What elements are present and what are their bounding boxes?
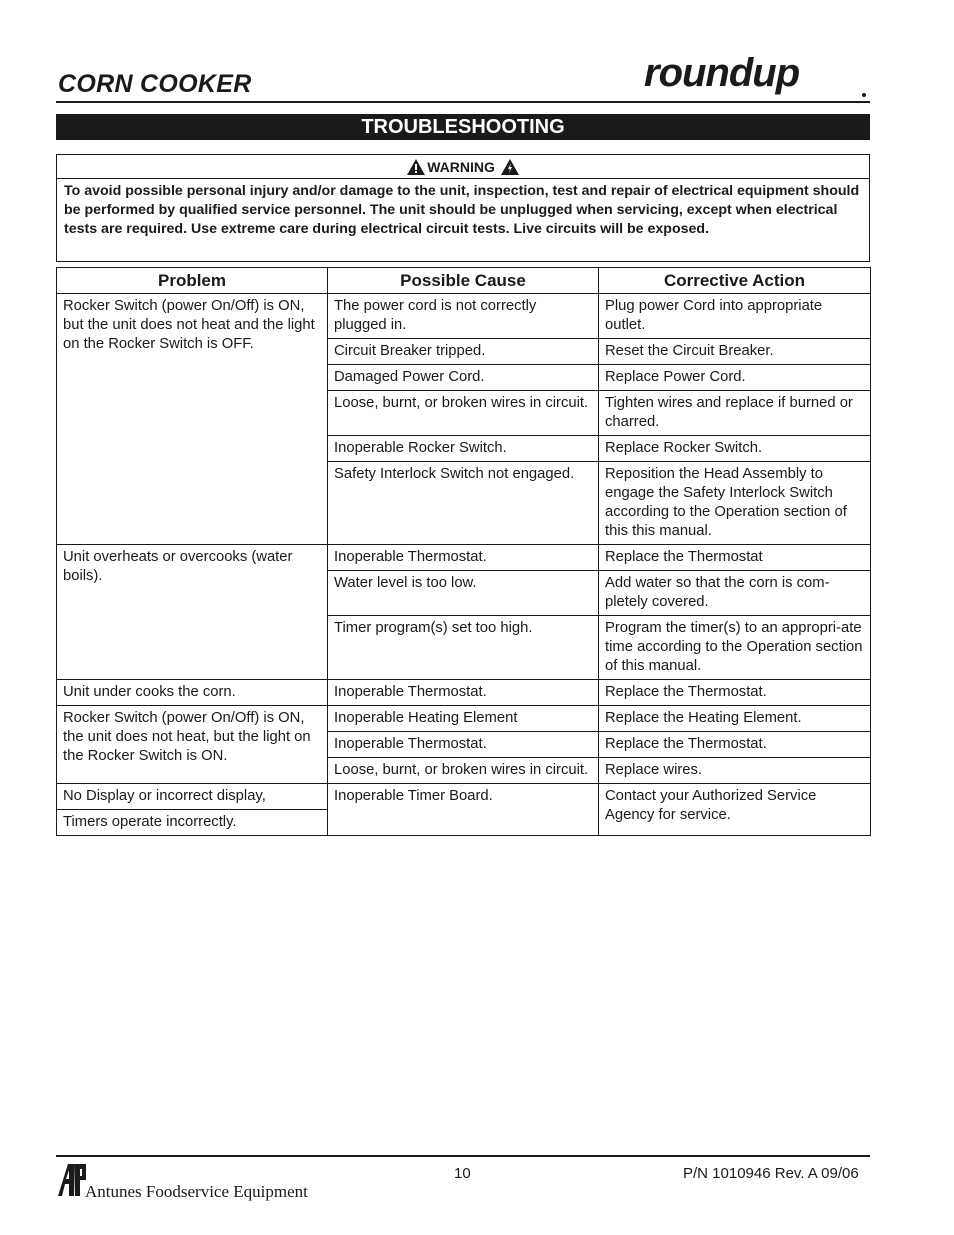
cause-cell: Water level is too low.	[328, 571, 599, 616]
action-cell: Replace Power Cord.	[599, 365, 871, 391]
action-cell: Replace the Thermostat	[599, 545, 871, 571]
problem-cell: Unit overheats or overcooks (water boils).	[57, 545, 328, 680]
column-header: Possible Cause	[328, 268, 599, 294]
company-name: Antunes Foodservice Equipment	[85, 1182, 308, 1201]
cause-cell: The power cord is not correctly plugged in.	[328, 294, 599, 339]
cause-cell: Inoperable Thermostat.	[328, 732, 599, 758]
problem-cell: Rocker Switch (power On/Off) is ON, the unit does not heat, but the light on the Rocker Switch is ON.	[57, 706, 328, 784]
header-divider	[56, 101, 870, 103]
table-row	[57, 784, 871, 810]
cause-cell: Inoperable Heating Element	[328, 706, 599, 732]
table-header-row	[57, 268, 871, 294]
action-cell: Replace Rocker Switch.	[599, 436, 871, 462]
cause-cell: Loose, burnt, or broken wires in circuit.	[328, 758, 599, 784]
action-cell: Replace wires.	[599, 758, 871, 784]
warning-triangle-icon	[407, 159, 425, 175]
cause-cell: Inoperable Thermostat.	[328, 680, 599, 706]
problem-cell: Rocker Switch (power On/Off) is ON, but the unit does not heat and the light on the Rocker Switch is OFF.	[57, 294, 328, 545]
action-cell: Tighten wires and replace if burned or charred.	[599, 391, 871, 436]
cause-cell: Inoperable Rocker Switch.	[328, 436, 599, 462]
section-title: TROUBLESHOOTING	[56, 114, 870, 140]
table-row	[57, 706, 871, 732]
roundup-logo	[642, 52, 874, 100]
cause-cell: Inoperable Thermostat.	[328, 545, 599, 571]
warning-text: To avoid possible personal injury and/or damage to the unit, inspection, test and repair of electrical equipment should be performed by qualified service personnel. The unit should be unplugged when servicing, except when electrical tests are required. Use extreme care during electrical circuit tests. Live circuits will be exposed.	[64, 183, 860, 237]
cause-cell: Circuit Breaker tripped.	[328, 339, 599, 365]
warning-box	[56, 154, 870, 262]
table-row	[57, 680, 871, 706]
cause-cell: Loose, burnt, or broken wires in circuit.	[328, 391, 599, 436]
warning-label: WARNING	[427, 159, 495, 175]
troubleshooting-table	[56, 267, 871, 836]
problem-cell: No Display or incorrect display,	[57, 784, 328, 810]
action-cell: Reposition the Head Assembly to engage the Safety Interlock Switch according to the Operation section of this this manual.	[599, 462, 871, 545]
action-cell: Plug power Cord into appropriate outlet.	[599, 294, 871, 339]
action-cell: Add water so that the corn is com-pletely covered.	[599, 571, 871, 616]
cause-cell: Safety Interlock Switch not engaged.	[328, 462, 599, 545]
warning-triangle-icon	[501, 159, 519, 175]
footer-divider	[56, 1155, 870, 1157]
column-header: Problem	[57, 268, 328, 294]
action-cell: Replace the Thermostat.	[599, 732, 871, 758]
cause-cell: Damaged Power Cord.	[328, 365, 599, 391]
action-cell: Reset the Circuit Breaker.	[599, 339, 871, 365]
table-row	[57, 294, 871, 339]
antunes-logo	[56, 1160, 88, 1198]
document-title: CORN COOKER	[58, 70, 252, 98]
action-cell: Replace the Thermostat.	[599, 680, 871, 706]
action-cell: Contact your Authorized Service Agency for service.	[599, 784, 871, 836]
cause-cell: Timer program(s) set too high.	[328, 616, 599, 680]
part-number: P/N 1010946 Rev. A 09/06	[683, 1165, 859, 1182]
page-number: 10	[454, 1165, 471, 1182]
column-header: Corrective Action	[599, 268, 871, 294]
svg-text:roundup: roundup	[644, 52, 800, 95]
warning-header	[57, 155, 869, 179]
cause-cell: Inoperable Timer Board.	[328, 784, 599, 836]
table-row	[57, 545, 871, 571]
problem-cell: Unit under cooks the corn.	[57, 680, 328, 706]
action-cell: Replace the Heating Element.	[599, 706, 871, 732]
problem-cell: Timers operate incorrectly.	[57, 810, 328, 836]
action-cell: Program the timer(s) to an appropri-ate time according to the Operation section of this manual.	[599, 616, 871, 680]
